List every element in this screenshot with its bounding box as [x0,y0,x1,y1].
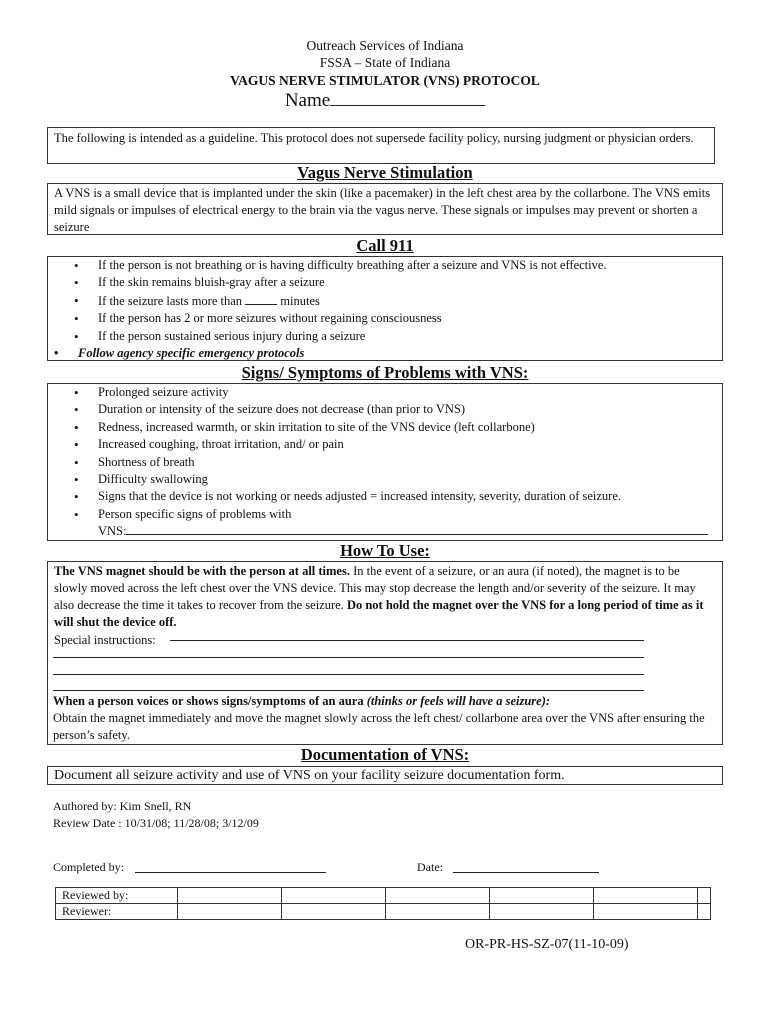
agency-protocol-text: Follow agency specific emergency protocols [78,346,305,361]
review-cell[interactable] [385,888,489,904]
date-field[interactable] [453,872,599,873]
magnet-warning: Do not hold the magnet over the VNS for a long period of time as it will shut the device off. [54,598,704,629]
sign-item: • Redness, increased warmth, or skin irritation to site of the VNS device (left collarbone) [98,419,722,436]
form-code: OR-PR-HS-SZ-07(11-10-09) [465,937,629,952]
call911-list [48,257,722,345]
agency-protocol-item [48,345,722,362]
call911-item: • If the person is not breathing or is having difficulty breathing after a seizure and VNS is not effective. [98,257,722,274]
name-row [0,90,770,112]
disclaimer-text: The following is intended as a guideline. This protocol does not supersede facility policy, nursing judgment or physician orders. [54,131,694,145]
aura-text: Obtain the magnet immediately and move the magnet slowly across the left chest/ collarbone area over the VNS after ensuring the person’s safety. [53,711,705,742]
signs-list [48,384,722,523]
review-cell[interactable] [593,904,697,920]
review-table [55,887,711,920]
vns-description-box [47,183,723,235]
table-row [56,888,711,904]
magnet-instructions [48,562,722,632]
special-line-4[interactable] [53,690,644,691]
sign-item: • Shortness of breath [98,454,722,471]
seizure-item-prefix: If the seizure lasts more than [98,293,243,308]
aura-italic: (thinks or feels will have a seizure): [366,694,551,708]
completed-row [53,860,124,875]
call911-title: Call 911 [356,236,414,255]
vns-description: A VNS is a small device that is implanted under the skin (like a pacemaker) in the left chest area by the collarbone. The VNS emits mild signals or impulses of electrical energy to the brain via the vagus nerve. These signals or impulses may prevent or shorten a seizure [54,186,711,234]
special-instructions-label: Special instructions: [54,633,156,647]
review-cell[interactable] [385,904,489,920]
call911-box [47,256,723,361]
special-line-2[interactable] [53,657,644,658]
reviewed-by-label: Reviewed by: [56,888,178,904]
sign-item: • Person specific signs of problems with [98,506,722,523]
org-name: Outreach Services of Indiana [306,38,464,53]
review-cell[interactable] [698,904,711,920]
aura-bold: When a person voices or shows signs/symptoms of an aura [53,694,364,708]
protocol-title: VAGUS NERVE STIMULATOR (VNS) PROTOCOL [230,73,540,88]
vns-specific-row [48,523,722,540]
documentation-text: Document all seizure activity and use of VNS on your facility seizure documentation form. [54,768,565,783]
aura-block [53,693,718,744]
review-cell[interactable] [593,888,697,904]
vns-label: VNS: [98,524,127,539]
review-cell[interactable] [489,904,593,920]
date-label: Date: [417,860,443,874]
minutes-field[interactable] [245,292,277,305]
author-line: Authored by: Kim Snell, RN [53,799,192,813]
name-field[interactable] [330,91,485,106]
vns-section-title: Vagus Nerve Stimulation [297,163,473,182]
review-cell[interactable] [177,904,281,920]
call911-item: • If the person sustained serious injury during a seizure [98,328,722,345]
sign-item: • Duration or intensity of the seizure does not decrease (than prior to VNS) [98,401,722,418]
bullet-icon: • [54,346,59,361]
review-cell[interactable] [489,888,593,904]
signs-title: Signs/ Symptoms of Problems with VNS: [241,363,529,382]
seizure-item-suffix: minutes [280,293,320,308]
sign-item: • Prolonged seizure activity [98,384,722,401]
special-line-1[interactable] [170,640,644,641]
review-cell[interactable] [698,888,711,904]
documentation-title: Documentation of VNS: [300,745,470,764]
call911-item-duration [98,292,722,310]
completed-by-field[interactable] [135,872,326,873]
call911-item: • If the person has 2 or more seizures without regaining consciousness [98,310,722,327]
how-to-title: How To Use: [340,541,430,560]
table-row [56,904,711,920]
disclaimer-box [47,127,715,164]
special-line-3[interactable] [53,674,644,675]
sign-item: • Difficulty swallowing [98,471,722,488]
documentation-box [47,766,723,785]
vns-specific-field[interactable] [126,523,708,535]
review-dates: Review Date : 10/31/08; 11/28/08; 3/12/09 [53,816,259,830]
review-cell[interactable] [281,888,385,904]
magnet-text: In the event of a seizure, or an aura (if noted), the magnet is to be slowly moved across the left chest over the VNS device. This may stop decrease the length and/or severity of the seizure. It may also decrease the time it takes to recover from the seizure. [54,564,696,612]
review-cell[interactable] [281,904,385,920]
call911-item: • If the skin remains bluish-gray after a seizure [98,274,722,291]
sign-item: • Signs that the device is not working or needs adjusted = increased intensity, severity, duration of seizure. [98,488,722,505]
agency-name: FSSA – State of Indiana [319,55,451,70]
magnet-bold: The VNS magnet should be with the person at all times. [54,564,350,578]
signs-box [47,383,723,541]
sign-item: • Increased coughing, throat irritation, and/ or pain [98,436,722,453]
name-label: Name [284,90,331,111]
completed-label: Completed by: [53,860,124,874]
reviewer-label: Reviewer: [56,904,178,920]
review-cell[interactable] [177,888,281,904]
